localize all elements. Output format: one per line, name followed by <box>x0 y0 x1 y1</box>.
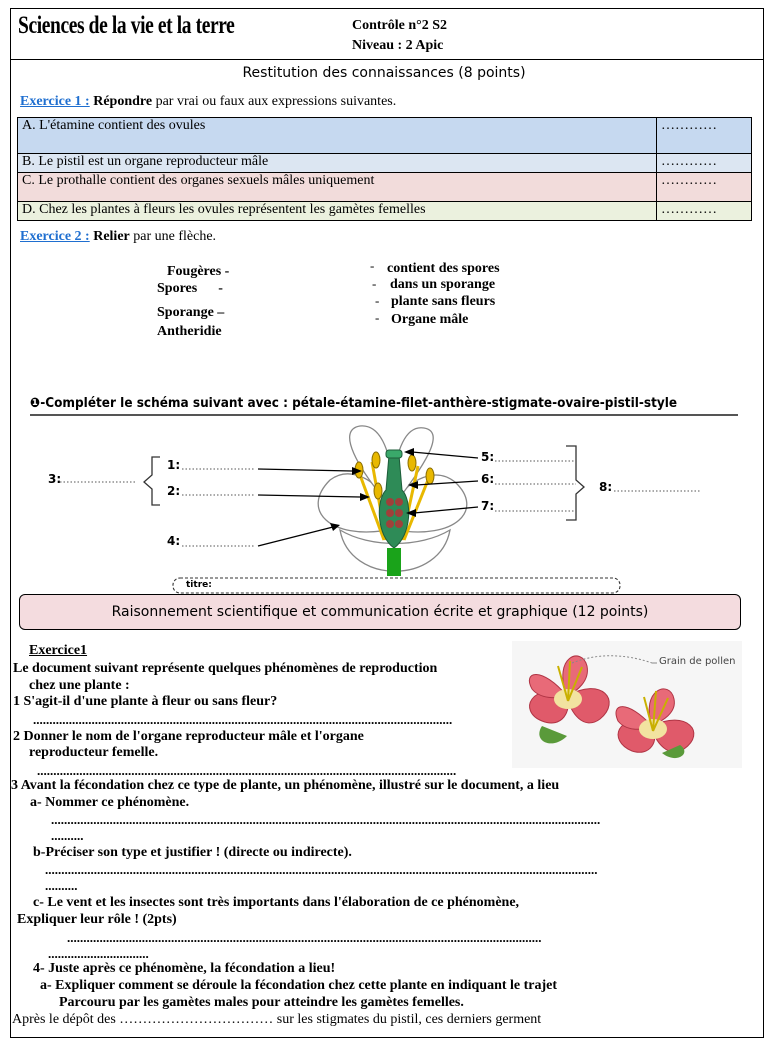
intro-line-2: chez une plante : <box>29 678 130 693</box>
schema-instruction: ❶-Compléter le schéma suivant avec : pétale-étamine-filet-anthère-stigmate-ovaire-pistil-style <box>30 396 678 411</box>
schema-title-label: titre: <box>186 580 212 590</box>
answer-line[interactable]: .......................................................................................................................................................................... <box>45 862 598 877</box>
question-4: 4- Juste après ce phénomène, la fécondation a lieu! <box>33 961 336 976</box>
answer-cell[interactable]: ………… <box>657 173 752 202</box>
answer-cell[interactable]: ………… <box>657 118 752 154</box>
exercise1-label: Exercice 1 : <box>20 94 90 109</box>
answer-line-short[interactable]: ............................... <box>48 946 149 961</box>
section1-title: Restitution des connaissances (8 points) <box>242 65 526 81</box>
match-left-item: Antheridie <box>157 324 222 339</box>
question-2a: 2 Donner le nom de l'organe reproducteur mâle et l'organe <box>13 729 364 744</box>
match-right-item: Organe mâle <box>391 312 469 327</box>
question-3: 3 Avant la fécondation chez ce type de plante, un phénomène, illustré sur le document, a lieu <box>11 778 560 793</box>
match-right-item: plante sans fleurs <box>391 294 496 309</box>
exercise1-verb: Répondre <box>93 94 153 109</box>
schema-label-7: 7: <box>481 499 495 513</box>
answer-cell[interactable]: ………… <box>657 154 752 173</box>
question-2b: reproducteur femelle. <box>29 745 159 760</box>
answer-line[interactable]: ................................................................................................................................. <box>33 712 453 727</box>
exercise1-instruction <box>20 94 396 110</box>
question-4a-2: Parcouru par les gamètes males pour atteindre les gamètes femelles. <box>59 995 464 1010</box>
question-3c-2: Expliquer leur rôle ! (2pts) <box>17 912 177 927</box>
exercise1-text: par vrai ou faux aux expressions suivantes. <box>152 94 397 109</box>
schema-label-8: 8: <box>599 480 613 494</box>
statement-cell: C. Le prothalle contient des organes sexuels mâles uniquement <box>18 173 657 202</box>
answer-prompt-text: Après le dépôt des …………………………… sur les stigmates du pistil, ces derniers germent <box>12 1012 542 1027</box>
question-4a-1: a- Expliquer comment se déroule la fécondation chez cette plante en indiquant le trajet <box>40 978 558 993</box>
schema-label-1: 1: <box>167 458 181 472</box>
match-right-item: contient des spores <box>387 261 500 276</box>
schema-label-6: 6: <box>481 472 495 486</box>
match-dash: - <box>375 310 380 325</box>
question-3b: b-Préciser son type et justifier ! (directe ou indirecte). <box>33 845 352 860</box>
question-1: 1 S'agit-il d'une plante à fleur ou sans fleur? <box>13 694 278 709</box>
statement-cell: A. L'étamine contient des ovules <box>18 118 657 154</box>
schema-label-2: 2: <box>167 484 181 498</box>
header-divider <box>10 59 764 60</box>
answer-line-short[interactable]: .......... <box>45 878 78 893</box>
match-left-item: Fougères - <box>167 264 230 279</box>
match-dash: - <box>375 293 380 308</box>
exercise2-label: Exercice 2 : <box>20 229 90 244</box>
control-number: Contrôle n°2 S2 <box>352 18 448 33</box>
match-dash: - <box>372 276 377 291</box>
exercise2-verb: Relier <box>93 229 130 244</box>
statement-cell: B. Le pistil est un organe reproducteur mâle <box>18 154 657 173</box>
exercise3-heading: Exercice1 <box>29 643 88 658</box>
table-row <box>18 118 752 154</box>
statement-cell: D. Chez les plantes à fleurs les ovules représentent les gamètes femelles <box>18 202 657 221</box>
match-right-item: dans un sporange <box>390 277 496 292</box>
intro-line-1: Le document suivant représente quelques phénomènes de reproduction <box>13 661 438 676</box>
answer-line[interactable]: ......................................................................................................................................................................... <box>51 812 601 827</box>
table-row <box>18 173 752 202</box>
table-row <box>18 154 752 173</box>
section2-title: Raisonnement scientifique et communication écrite et graphique (12 points) <box>19 594 741 630</box>
answer-cell[interactable]: ………… <box>657 202 752 221</box>
answer-line[interactable]: .................................................................................................................................................. <box>67 930 542 945</box>
exercise2-text: par une flèche. <box>129 229 217 244</box>
match-left-item: Sporange – <box>157 305 225 320</box>
true-false-table <box>17 117 752 221</box>
schema-label-3: 3: <box>48 472 62 486</box>
answer-line-short[interactable]: .......... <box>51 828 84 843</box>
pollen-label: Grain de pollen <box>659 656 736 667</box>
schema-label-5: 5: <box>481 450 495 464</box>
question-3a: a- Nommer ce phénomène. <box>30 795 190 810</box>
flower-diagram <box>0 415 768 595</box>
match-dash: - <box>370 258 375 273</box>
question-3c-1: c- Le vent et les insectes sont très importants dans l'élaboration de ce phénomène, <box>33 895 520 910</box>
class-level: Niveau : 2 Apic <box>352 38 444 53</box>
flower-stem <box>387 548 401 576</box>
exercise2-instruction <box>20 229 216 245</box>
subject-title: Sciences de la vie et la terre <box>18 12 235 39</box>
match-left-item: Spores - <box>157 281 223 296</box>
schema-label-4: 4: <box>167 534 181 548</box>
table-row <box>18 202 752 221</box>
answer-line[interactable]: ................................................................................................................................. <box>37 763 457 778</box>
